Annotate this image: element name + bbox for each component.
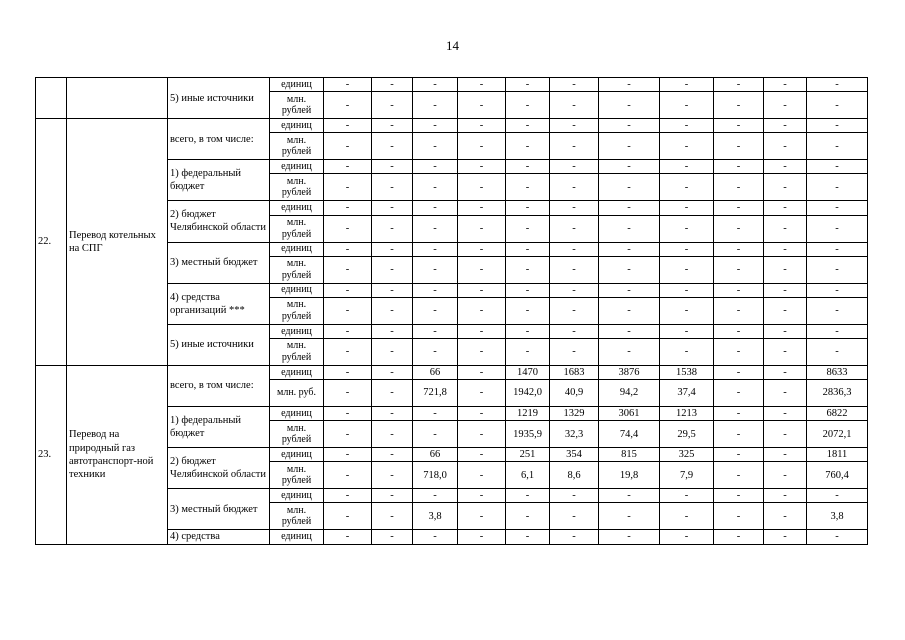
value-cell: - <box>599 489 660 503</box>
value-cell: - <box>764 324 807 338</box>
value-cell: - <box>660 297 714 324</box>
value-cell: - <box>807 283 868 297</box>
unit-cell: млн. рублей <box>270 462 324 489</box>
value-cell: - <box>372 201 413 215</box>
value-cell: - <box>458 174 506 201</box>
value-cell: - <box>324 324 372 338</box>
value-cell: - <box>324 489 372 503</box>
value-cell: - <box>458 256 506 283</box>
value-cell: - <box>372 462 413 489</box>
value-cell: - <box>324 201 372 215</box>
value-cell: - <box>714 407 764 421</box>
funding-source-cell: 3) местный бюджет <box>168 489 270 530</box>
value-cell: - <box>660 92 714 119</box>
value-cell: - <box>764 256 807 283</box>
value-cell: 3,8 <box>413 503 458 530</box>
value-cell: - <box>413 407 458 421</box>
funding-table <box>35 77 868 545</box>
value-cell: 760,4 <box>807 462 868 489</box>
value-cell: 3061 <box>599 407 660 421</box>
value-cell: - <box>458 338 506 365</box>
value-cell: - <box>413 160 458 174</box>
value-cell: - <box>764 174 807 201</box>
value-cell: - <box>413 338 458 365</box>
value-cell: - <box>372 407 413 421</box>
value-cell: - <box>413 133 458 160</box>
value-cell: - <box>714 283 764 297</box>
value-cell: - <box>458 242 506 256</box>
value-cell: - <box>506 256 550 283</box>
value-cell: - <box>550 201 599 215</box>
value-cell: - <box>372 421 413 448</box>
value-cell: - <box>764 503 807 530</box>
value-cell: - <box>506 92 550 119</box>
value-cell: - <box>599 338 660 365</box>
row-number-cell: 22. <box>36 119 67 366</box>
value-cell: - <box>550 160 599 174</box>
measure-name-cell: Перевод на природный газ автотранспорт-ной техники <box>67 365 168 544</box>
value-cell: - <box>413 92 458 119</box>
value-cell: - <box>714 338 764 365</box>
unit-cell: единиц <box>270 78 324 92</box>
value-cell: - <box>660 338 714 365</box>
unit-cell: млн. рублей <box>270 421 324 448</box>
value-cell: - <box>660 174 714 201</box>
value-cell: - <box>413 242 458 256</box>
value-cell: - <box>458 133 506 160</box>
value-cell: - <box>660 133 714 160</box>
value-cell: 815 <box>599 448 660 462</box>
value-cell: - <box>714 324 764 338</box>
value-cell: - <box>413 530 458 544</box>
unit-cell: млн. рублей <box>270 215 324 242</box>
value-cell: - <box>807 92 868 119</box>
row-number-cell: 23. <box>36 365 67 544</box>
unit-cell: единиц <box>270 324 324 338</box>
value-cell: - <box>506 324 550 338</box>
value-cell: - <box>372 448 413 462</box>
value-cell: - <box>599 201 660 215</box>
value-cell: - <box>599 160 660 174</box>
value-cell: 66 <box>413 365 458 379</box>
value-cell: - <box>413 283 458 297</box>
value-cell: - <box>807 338 868 365</box>
value-cell: - <box>550 530 599 544</box>
funding-source-cell: 1) федеральный бюджет <box>168 160 270 201</box>
value-cell: - <box>550 119 599 133</box>
value-cell: 6822 <box>807 407 868 421</box>
value-cell: - <box>324 365 372 379</box>
value-cell: - <box>807 297 868 324</box>
value-cell: - <box>458 297 506 324</box>
unit-cell: единиц <box>270 201 324 215</box>
value-cell: - <box>714 489 764 503</box>
value-cell: - <box>458 119 506 133</box>
value-cell: - <box>807 78 868 92</box>
value-cell: - <box>458 407 506 421</box>
value-cell: - <box>714 242 764 256</box>
value-cell: - <box>324 133 372 160</box>
value-cell: - <box>372 338 413 365</box>
value-cell: 7,9 <box>660 462 714 489</box>
value-cell: - <box>660 489 714 503</box>
table-row <box>36 78 868 92</box>
value-cell: - <box>714 421 764 448</box>
value-cell: - <box>764 365 807 379</box>
value-cell: 2836,3 <box>807 380 868 407</box>
value-cell: - <box>324 407 372 421</box>
unit-cell: млн. рублей <box>270 92 324 119</box>
value-cell: 1683 <box>550 365 599 379</box>
value-cell: - <box>506 489 550 503</box>
value-cell: - <box>660 324 714 338</box>
value-cell: 1219 <box>506 407 550 421</box>
value-cell: - <box>807 174 868 201</box>
value-cell: 37,4 <box>660 380 714 407</box>
value-cell: - <box>506 78 550 92</box>
unit-cell: млн. рублей <box>270 338 324 365</box>
value-cell: - <box>550 92 599 119</box>
funding-source-cell: 2) бюджет Челябинской области <box>168 448 270 489</box>
value-cell: - <box>807 242 868 256</box>
value-cell: - <box>324 462 372 489</box>
value-cell: - <box>458 324 506 338</box>
value-cell: - <box>458 201 506 215</box>
value-cell: - <box>372 380 413 407</box>
value-cell: - <box>458 380 506 407</box>
value-cell: - <box>807 530 868 544</box>
value-cell: - <box>599 215 660 242</box>
value-cell: - <box>324 92 372 119</box>
funding-source-cell: 4) средства <box>168 530 270 544</box>
unit-cell: единиц <box>270 448 324 462</box>
value-cell: - <box>458 365 506 379</box>
value-cell: - <box>372 92 413 119</box>
value-cell: - <box>372 530 413 544</box>
value-cell: - <box>714 215 764 242</box>
value-cell: - <box>660 283 714 297</box>
value-cell: - <box>714 365 764 379</box>
value-cell: - <box>714 174 764 201</box>
value-cell: 1329 <box>550 407 599 421</box>
value-cell: - <box>764 92 807 119</box>
value-cell: 1470 <box>506 365 550 379</box>
value-cell: - <box>714 256 764 283</box>
value-cell: - <box>372 365 413 379</box>
value-cell: - <box>506 201 550 215</box>
value-cell: - <box>714 462 764 489</box>
value-cell: - <box>599 283 660 297</box>
value-cell: - <box>764 242 807 256</box>
value-cell: 251 <box>506 448 550 462</box>
value-cell: - <box>764 448 807 462</box>
value-cell: - <box>714 78 764 92</box>
value-cell: - <box>550 256 599 283</box>
value-cell: - <box>714 448 764 462</box>
value-cell: - <box>714 297 764 324</box>
value-cell: - <box>714 160 764 174</box>
value-cell: - <box>458 462 506 489</box>
unit-cell: млн. рублей <box>270 174 324 201</box>
value-cell: - <box>372 283 413 297</box>
unit-cell: единиц <box>270 489 324 503</box>
value-cell: - <box>764 297 807 324</box>
value-cell: - <box>458 160 506 174</box>
value-cell: - <box>660 160 714 174</box>
value-cell: - <box>458 92 506 119</box>
value-cell: - <box>550 324 599 338</box>
value-cell: - <box>714 380 764 407</box>
value-cell: - <box>372 242 413 256</box>
value-cell: - <box>413 256 458 283</box>
value-cell: - <box>550 338 599 365</box>
unit-cell: млн. руб. <box>270 380 324 407</box>
value-cell: - <box>506 174 550 201</box>
value-cell: - <box>506 297 550 324</box>
unit-cell: единиц <box>270 160 324 174</box>
value-cell: - <box>413 174 458 201</box>
value-cell: - <box>413 78 458 92</box>
value-cell: - <box>506 283 550 297</box>
value-cell: - <box>506 503 550 530</box>
value-cell: - <box>764 407 807 421</box>
value-cell: - <box>764 530 807 544</box>
value-cell: - <box>324 283 372 297</box>
value-cell: - <box>599 297 660 324</box>
value-cell: - <box>372 78 413 92</box>
value-cell: - <box>807 133 868 160</box>
value-cell: - <box>324 256 372 283</box>
value-cell: - <box>324 242 372 256</box>
unit-cell: млн. рублей <box>270 133 324 160</box>
value-cell: - <box>714 201 764 215</box>
value-cell: 74,4 <box>599 421 660 448</box>
funding-source-cell: 5) иные источники <box>168 324 270 365</box>
value-cell: 8633 <box>807 365 868 379</box>
value-cell: 32,3 <box>550 421 599 448</box>
value-cell: - <box>764 462 807 489</box>
value-cell: - <box>764 215 807 242</box>
value-cell: - <box>550 283 599 297</box>
value-cell: - <box>458 78 506 92</box>
value-cell: 3876 <box>599 365 660 379</box>
value-cell: - <box>413 421 458 448</box>
value-cell: - <box>372 503 413 530</box>
unit-cell: единиц <box>270 119 324 133</box>
value-cell: - <box>764 338 807 365</box>
value-cell: - <box>324 448 372 462</box>
value-cell: - <box>599 256 660 283</box>
value-cell: - <box>599 503 660 530</box>
value-cell: - <box>324 174 372 201</box>
value-cell: - <box>372 297 413 324</box>
value-cell: - <box>372 489 413 503</box>
value-cell: - <box>458 283 506 297</box>
value-cell: - <box>764 421 807 448</box>
value-cell: - <box>506 133 550 160</box>
value-cell: - <box>764 78 807 92</box>
value-cell: - <box>714 133 764 160</box>
value-cell: - <box>413 489 458 503</box>
value-cell: - <box>599 530 660 544</box>
value-cell: - <box>599 174 660 201</box>
value-cell: 66 <box>413 448 458 462</box>
value-cell: - <box>324 119 372 133</box>
unit-cell: единиц <box>270 407 324 421</box>
value-cell: - <box>413 201 458 215</box>
value-cell: - <box>506 215 550 242</box>
value-cell: - <box>324 380 372 407</box>
unit-cell: единиц <box>270 530 324 544</box>
value-cell: - <box>599 242 660 256</box>
value-cell: 354 <box>550 448 599 462</box>
value-cell: - <box>599 133 660 160</box>
value-cell: 2072,1 <box>807 421 868 448</box>
value-cell: 8,6 <box>550 462 599 489</box>
value-cell: - <box>413 119 458 133</box>
value-cell: - <box>807 119 868 133</box>
value-cell: - <box>714 503 764 530</box>
value-cell: - <box>324 421 372 448</box>
value-cell: 29,5 <box>660 421 714 448</box>
value-cell: - <box>413 215 458 242</box>
value-cell: - <box>550 503 599 530</box>
value-cell: 1538 <box>660 365 714 379</box>
value-cell: - <box>324 530 372 544</box>
unit-cell: единиц <box>270 242 324 256</box>
value-cell: - <box>458 421 506 448</box>
value-cell: - <box>599 119 660 133</box>
table-row <box>36 365 868 379</box>
funding-source-cell: всего, в том числе: <box>168 365 270 406</box>
table-row <box>36 119 868 133</box>
value-cell: - <box>506 160 550 174</box>
value-cell: - <box>413 297 458 324</box>
funding-source-cell: 4) средства организаций *** <box>168 283 270 324</box>
value-cell: - <box>660 530 714 544</box>
value-cell: - <box>550 133 599 160</box>
value-cell: - <box>372 215 413 242</box>
unit-cell: млн. рублей <box>270 256 324 283</box>
value-cell: - <box>764 489 807 503</box>
value-cell: 19,8 <box>599 462 660 489</box>
value-cell: 1213 <box>660 407 714 421</box>
funding-source-cell: всего, в том числе: <box>168 119 270 160</box>
value-cell: - <box>506 338 550 365</box>
value-cell: - <box>714 530 764 544</box>
value-cell: - <box>807 201 868 215</box>
value-cell: - <box>764 119 807 133</box>
value-cell: - <box>324 297 372 324</box>
value-cell: - <box>807 489 868 503</box>
value-cell: - <box>324 503 372 530</box>
value-cell: - <box>660 78 714 92</box>
value-cell: 1811 <box>807 448 868 462</box>
unit-cell: млн. рублей <box>270 297 324 324</box>
measure-name-cell: Перевод котельных на СПГ <box>67 119 168 366</box>
value-cell: - <box>372 119 413 133</box>
value-cell: 721,8 <box>413 380 458 407</box>
value-cell: - <box>324 338 372 365</box>
value-cell: - <box>807 215 868 242</box>
measure-name-cell <box>67 78 168 119</box>
value-cell: - <box>550 78 599 92</box>
value-cell: - <box>764 380 807 407</box>
value-cell: - <box>807 324 868 338</box>
value-cell: - <box>550 174 599 201</box>
value-cell: - <box>714 119 764 133</box>
row-number-cell <box>36 78 67 119</box>
value-cell: - <box>506 530 550 544</box>
value-cell: - <box>458 503 506 530</box>
value-cell: - <box>458 448 506 462</box>
value-cell: 1935,9 <box>506 421 550 448</box>
value-cell: - <box>764 283 807 297</box>
value-cell: - <box>550 242 599 256</box>
value-cell: - <box>458 530 506 544</box>
value-cell: - <box>550 215 599 242</box>
value-cell: - <box>660 119 714 133</box>
value-cell: - <box>324 78 372 92</box>
value-cell: - <box>599 78 660 92</box>
value-cell: - <box>372 160 413 174</box>
value-cell: - <box>660 256 714 283</box>
value-cell: - <box>550 297 599 324</box>
value-cell: - <box>599 92 660 119</box>
funding-source-cell: 5) иные источники <box>168 78 270 119</box>
funding-source-cell: 2) бюджет Челябинской области <box>168 201 270 242</box>
value-cell: - <box>413 324 458 338</box>
value-cell: - <box>506 119 550 133</box>
value-cell: - <box>506 242 550 256</box>
value-cell: 1942,0 <box>506 380 550 407</box>
value-cell: - <box>372 256 413 283</box>
value-cell: 325 <box>660 448 714 462</box>
value-cell: - <box>807 256 868 283</box>
value-cell: - <box>660 201 714 215</box>
value-cell: - <box>324 160 372 174</box>
value-cell: - <box>550 489 599 503</box>
value-cell: - <box>660 242 714 256</box>
value-cell: 40,9 <box>550 380 599 407</box>
value-cell: - <box>807 160 868 174</box>
value-cell: 6,1 <box>506 462 550 489</box>
page-number: 14 <box>446 38 459 53</box>
value-cell: - <box>324 215 372 242</box>
value-cell: - <box>714 92 764 119</box>
funding-source-cell: 3) местный бюджет <box>168 242 270 283</box>
value-cell: - <box>372 324 413 338</box>
value-cell: - <box>372 174 413 201</box>
unit-cell: единиц <box>270 365 324 379</box>
value-cell: - <box>764 201 807 215</box>
unit-cell: млн. рублей <box>270 503 324 530</box>
value-cell: 3,8 <box>807 503 868 530</box>
value-cell: - <box>599 324 660 338</box>
unit-cell: единиц <box>270 283 324 297</box>
value-cell: - <box>458 489 506 503</box>
value-cell: - <box>764 133 807 160</box>
value-cell: - <box>372 133 413 160</box>
value-cell: 718,0 <box>413 462 458 489</box>
funding-source-cell: 1) федеральный бюджет <box>168 407 270 448</box>
value-cell: - <box>660 215 714 242</box>
value-cell: - <box>660 503 714 530</box>
value-cell: - <box>764 160 807 174</box>
value-cell: - <box>458 215 506 242</box>
value-cell: 94,2 <box>599 380 660 407</box>
